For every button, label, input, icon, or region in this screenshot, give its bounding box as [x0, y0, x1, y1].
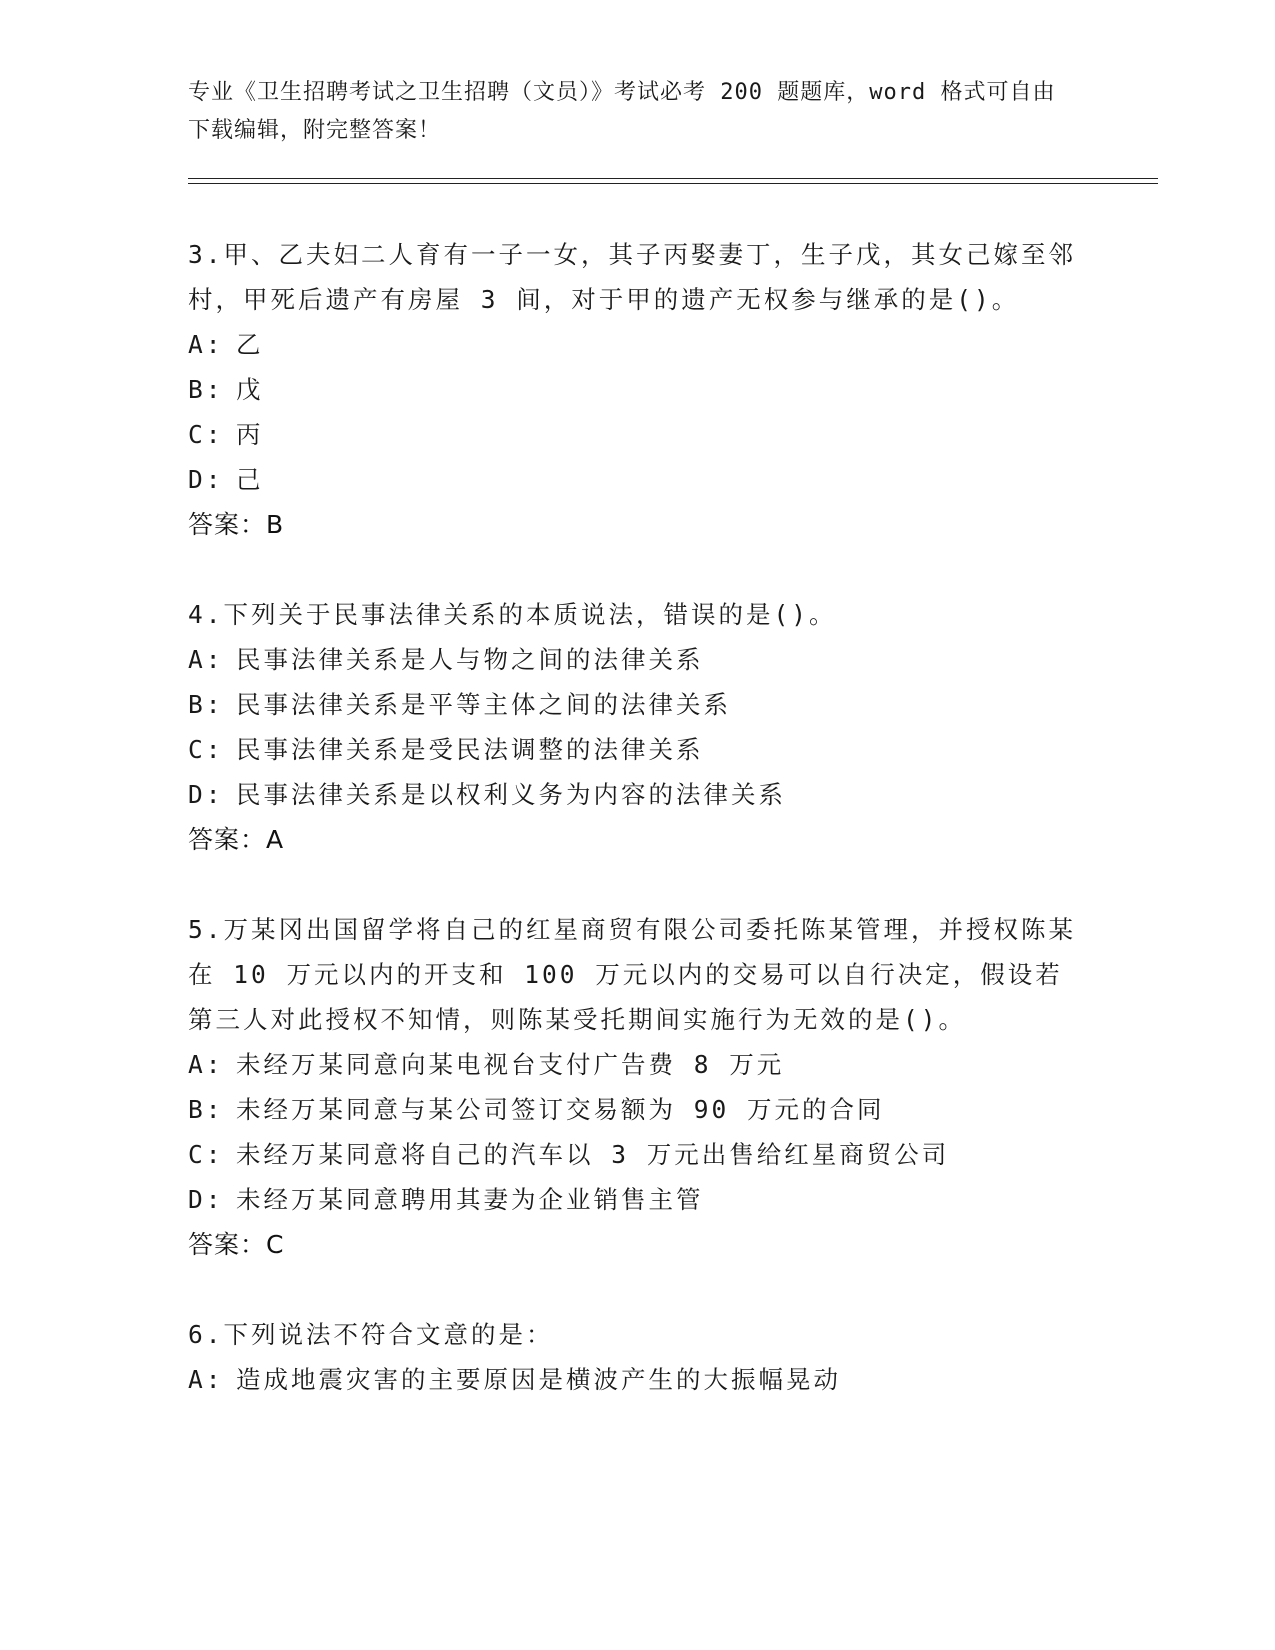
option-text: 未经万某同意向某电视台支付广告费 8 万元	[236, 1050, 785, 1079]
option-a	[188, 322, 1088, 367]
option-d	[188, 1177, 1088, 1222]
option-b	[188, 367, 1088, 412]
option-c	[188, 412, 1088, 457]
option-text: 民事法律关系是平等主体之间的法律关系	[236, 690, 731, 719]
option-a	[188, 637, 1088, 682]
option-text: 未经万某同意将自己的汽车以 3 万元出售给红星商贸公司	[236, 1140, 950, 1169]
answer-line: 答案：A	[188, 825, 285, 854]
option-a	[188, 1042, 1088, 1087]
option-letter: D:	[188, 1185, 224, 1214]
option-b	[188, 682, 1088, 727]
option-text: 丙	[236, 420, 264, 449]
spacer	[188, 862, 1088, 907]
document-header: 专业《卫生招聘考试之卫生招聘（文员）》考试必考 200 题题库，word 格式可自由下载编辑，附完整答案！	[188, 80, 1056, 143]
option-b	[188, 1087, 1088, 1132]
option-letter: C:	[188, 735, 224, 764]
option-text: 戊	[236, 375, 264, 404]
option-text: 民事法律关系是以权利义务为内容的法律关系	[236, 780, 786, 809]
question-3	[188, 232, 1088, 547]
question-6	[188, 1312, 1088, 1402]
answer-line: 答案：B	[188, 510, 285, 539]
option-letter: A:	[188, 1365, 224, 1394]
option-text: 未经万某同意与某公司签订交易额为 90 万元的合同	[236, 1095, 885, 1124]
option-letter: A:	[188, 1050, 224, 1079]
option-letter: C:	[188, 420, 224, 449]
question-stem: 4.下列关于民事法律关系的本质说法，错误的是()。	[188, 600, 837, 629]
option-letter: B:	[188, 375, 224, 404]
question-stem: 6.下列说法不符合文意的是：	[188, 1320, 554, 1349]
option-text: 乙	[236, 330, 264, 359]
option-letter: D:	[188, 780, 224, 809]
question-5	[188, 907, 1088, 1267]
option-letter: B:	[188, 690, 224, 719]
option-text: 造成地震灾害的主要原因是横波产生的大振幅晃动	[236, 1365, 841, 1394]
question-stem: 5.万某冈出国留学将自己的红星商贸有限公司委托陈某管理，并授权陈某在 10 万元以内的开支和 100 万元以内的交易可以自行决定，假设若第三人对此授权不知情，则陈某受托期间实施行为无效的是()。	[188, 915, 1076, 1034]
option-letter: B:	[188, 1095, 224, 1124]
spacer	[188, 547, 1088, 592]
option-d	[188, 772, 1088, 817]
option-letter: C:	[188, 1140, 224, 1169]
option-text: 未经万某同意聘用其妻为企业销售主管	[236, 1185, 704, 1214]
option-letter: A:	[188, 330, 224, 359]
option-c	[188, 727, 1088, 772]
option-letter: A:	[188, 645, 224, 674]
header-divider-bottom	[188, 183, 1158, 184]
spacer	[188, 1267, 1088, 1312]
option-d	[188, 457, 1088, 502]
option-c	[188, 1132, 1088, 1177]
question-stem: 3.甲、乙夫妇二人育有一子一女，其子丙娶妻丁，生子戊，其女己嫁至邻村，甲死后遗产有房屋 3 间，对于甲的遗产无权参与继承的是()。	[188, 240, 1076, 314]
option-text: 民事法律关系是受民法调整的法律关系	[236, 735, 704, 764]
question-list	[188, 232, 1088, 1402]
question-4	[188, 592, 1088, 862]
option-letter: D:	[188, 465, 224, 494]
option-a	[188, 1357, 1088, 1402]
answer-line: 答案：C	[188, 1230, 285, 1259]
header-divider-top	[188, 178, 1158, 179]
option-text: 己	[236, 465, 264, 494]
option-text: 民事法律关系是人与物之间的法律关系	[236, 645, 704, 674]
